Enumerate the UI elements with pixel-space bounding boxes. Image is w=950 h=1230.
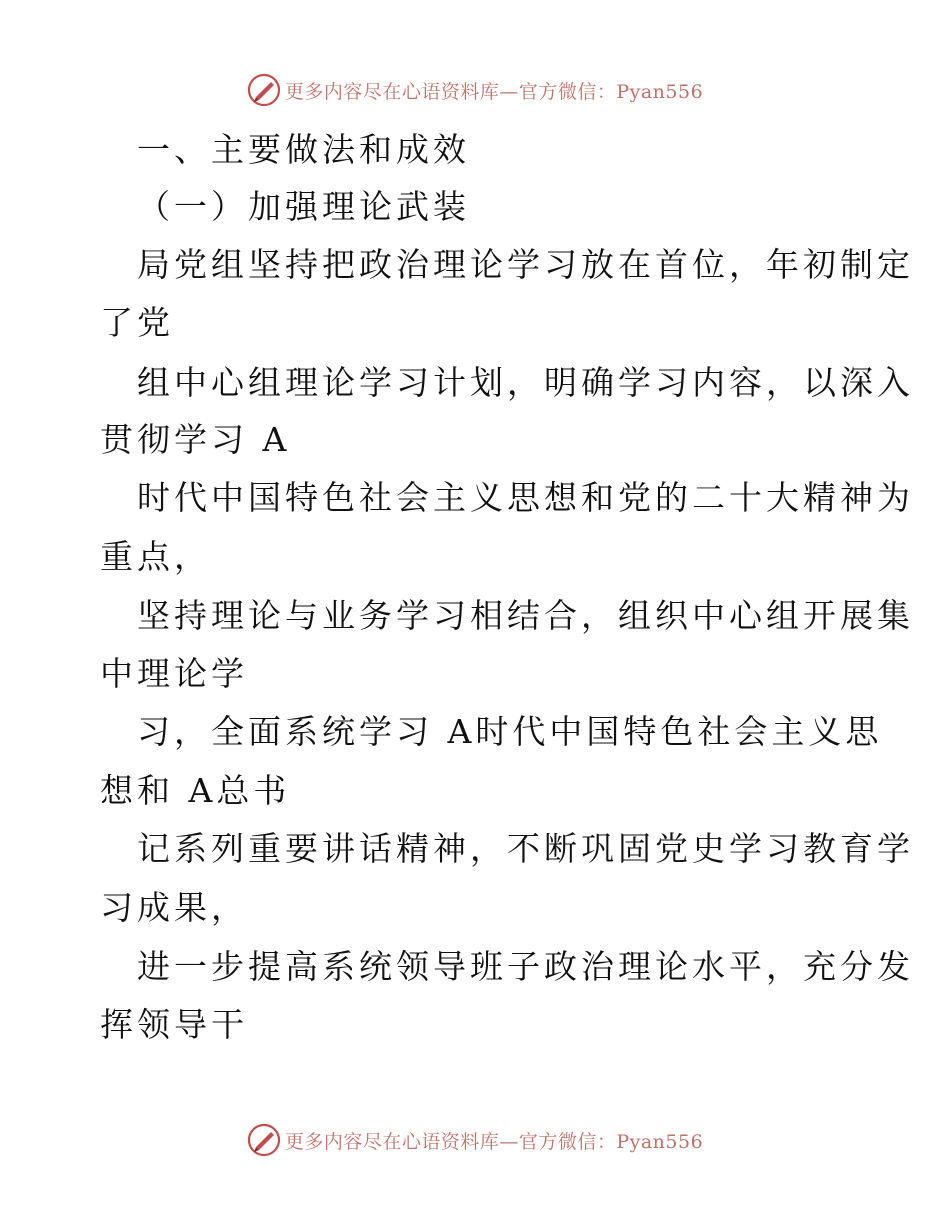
paragraph-line: 时代中国特色社会主义思想和党的二十大精神为 <box>137 478 914 517</box>
paragraph-line: 局党组坚持把政治理论学习放在首位，年初制定 <box>137 245 914 284</box>
pen-logo-icon <box>247 1123 281 1157</box>
footer-watermark <box>0 1120 950 1160</box>
paragraph-line: 进一步提高系统领导班子政治理论水平，充分发 <box>137 947 914 986</box>
footer-watermark-text: 更多内容尽在心语资料库—官方微信：Pyan556 <box>284 1130 704 1153</box>
heading-level-1: 一、主要做法和成效 <box>137 130 470 169</box>
paragraph-line: 习，全面系统学习 A时代中国特色社会主义思 <box>137 712 883 751</box>
paragraph-line: 了党 <box>100 303 174 342</box>
paragraph-line: 坚持理论与业务学习相结合，组织中心组开展集 <box>137 596 914 635</box>
paragraph-line: 中理论学 <box>100 654 248 693</box>
paragraph-line: 习成果， <box>100 888 248 927</box>
paragraph-line: 想和 A总书 <box>100 771 291 810</box>
paragraph-line: 组中心组理论学习计划，明确学习内容，以深入 <box>137 363 914 402</box>
paragraph-line: 重点， <box>100 537 211 576</box>
paragraph-line: 挥领导干 <box>100 1005 248 1044</box>
paragraph-line: 贯彻学习 A <box>100 420 291 459</box>
heading-level-2: （一）加强理论武装 <box>137 187 470 226</box>
header-watermark-text: 更多内容尽在心语资料库—官方微信：Pyan556 <box>284 80 704 103</box>
paragraph-line: 记系列重要讲话精神，不断巩固党史学习教育学 <box>137 829 914 868</box>
header-watermark <box>0 70 950 110</box>
pen-logo-icon <box>247 73 281 107</box>
